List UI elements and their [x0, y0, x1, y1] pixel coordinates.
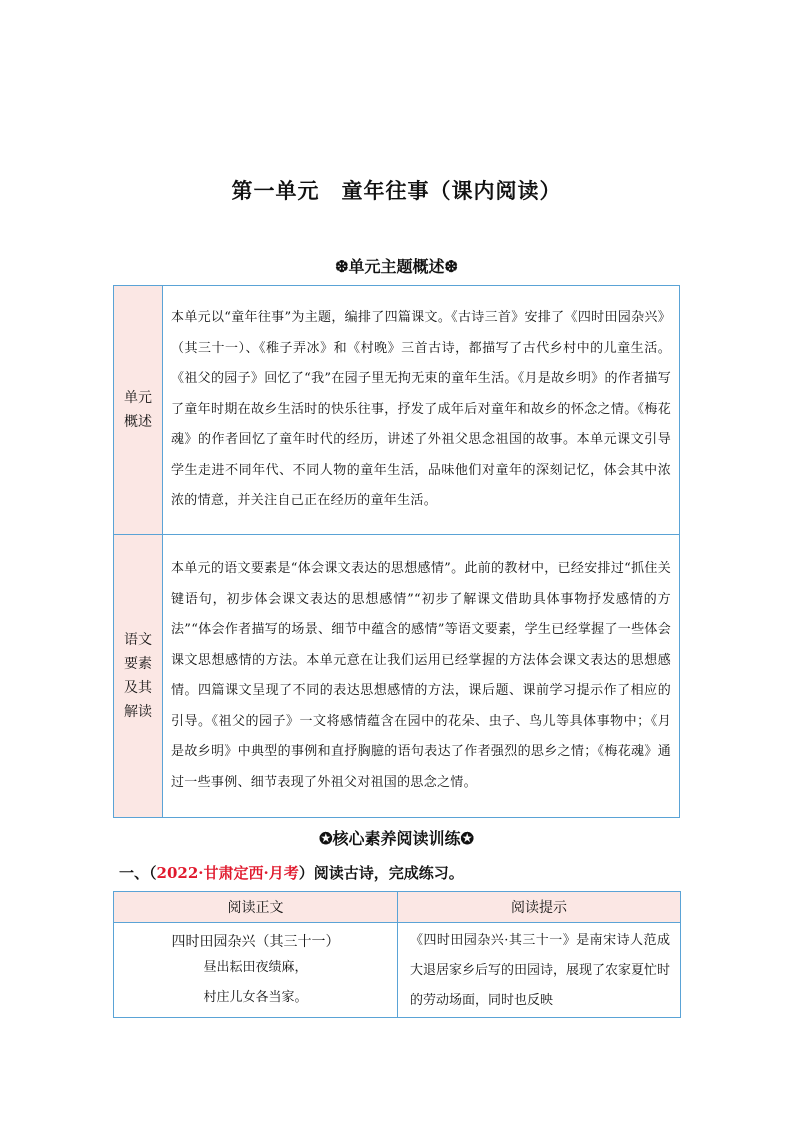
unit-overview-table	[113, 285, 680, 818]
page-title: 第一单元 童年往事（课内阅读）	[231, 178, 562, 203]
question-heading	[119, 862, 464, 883]
overview-row	[114, 286, 680, 535]
row-label-language-elements	[114, 535, 163, 818]
row-label-overview	[114, 286, 163, 535]
poem-line: 村庄儿女各当家。	[203, 990, 308, 1005]
question-number: 一、	[119, 864, 150, 882]
reading-table-body-row	[114, 923, 681, 1018]
poem-line: 昼出耘田夜绩麻，	[203, 960, 308, 975]
row-label-text: 语文 要素 及其 解读	[124, 632, 152, 720]
reading-hint-text: 《四时田园杂兴·其三十一》是南宋诗人范成大退居家乡后写的田园诗，展现了农家夏忙时的劳动场面，同时也反映	[410, 933, 671, 1008]
language-elements-text: 本单元的语文要素是“体会课文表达的思想感情”。此前的教材中，已经安排过“抓住关键语句，初步体会课文表达的思想感情”“初步了解课文借助具体事物抒发感情的方法”“体会作者描写的场景、细节中蕴含的感情”等语文要素，学生已经掌握了一些体会课文思想感情的方法。本单元意在让我们运用已经掌握的方法体会课文表达的思想感情。四篇课文呈现了不同的表达思想感情的方法，课后题、课前学习提示作了相应的引导。《祖父的园子》一文将感情蕴含在园中的花朵、虫子、鸟儿等具体事物中；《月是故乡明》中典型的事例和直抒胸臆的语句表达了作者强烈的思乡之情；《梅花魂》通过一些事例、细节表现了外祖父对祖国的思念之情。	[163, 535, 680, 818]
row-label-text: 单元 概述	[124, 390, 152, 430]
section-heading-reading-training: ✪核心素养阅读训练✪	[319, 829, 474, 848]
close-paren: ）	[298, 864, 314, 882]
language-elements-row	[114, 535, 680, 818]
hint-cell	[398, 923, 681, 1018]
question-source: 2022·甘肃定西·月考	[156, 864, 299, 882]
reading-table	[113, 891, 681, 1018]
open-paren: （	[149, 864, 157, 882]
header-reading-hint: 阅读提示	[398, 892, 681, 923]
question-instruction: 阅读古诗，完成练习。	[313, 864, 464, 882]
header-reading-text: 阅读正文	[114, 892, 398, 923]
poem-title: 四时田园杂兴（其三十一）	[171, 934, 340, 950]
section-heading-unit-overview: ❆单元主题概述❆	[335, 257, 458, 276]
poem-cell	[114, 923, 398, 1018]
overview-text: 本单元以“童年往事”为主题，编排了四篇课文。《古诗三首》安排了《四时田园杂兴》（其三十一）、《稚子弄冰》和《村晚》三首古诗，都描写了古代乡村中的儿童生活。《祖父的园子》回忆了“我”在园子里无拘无束的童年生活。《月是故乡明》的作者描写了童年时期在故乡生活时的快乐往事，抒发了成年后对童年和故乡的怀念之情。《梅花魂》的作者回忆了童年时代的经历，讲述了外祖父思念祖国的故事。本单元课文引导学生走进不同年代、不同人物的童年生活，品味他们对童年的深刻记忆，体会其中浓浓的情意，并关注自己正在经历的童年生活。	[163, 286, 680, 535]
reading-table-header-row	[114, 892, 681, 923]
